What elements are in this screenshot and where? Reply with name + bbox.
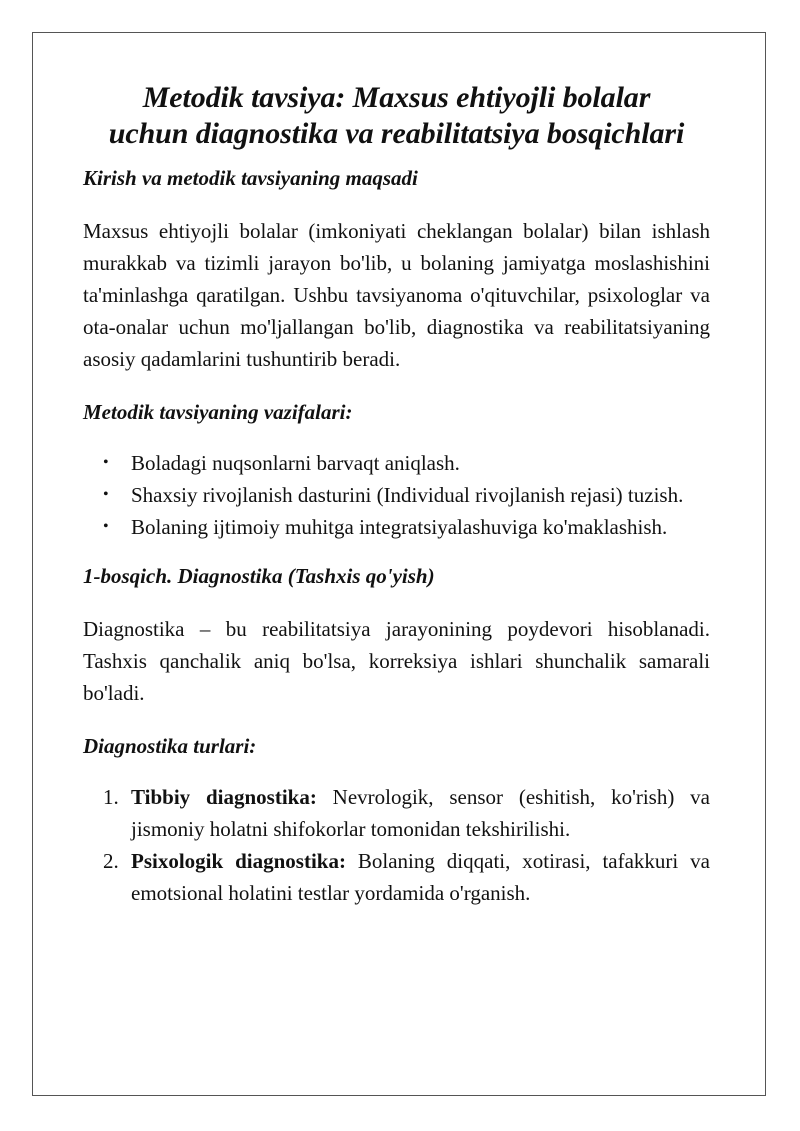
- list-item: [83, 511, 710, 543]
- list-item-text: Bolaning ijtimoiy muhitga integratsiyalashuviga ko'maklashish.: [131, 515, 668, 539]
- list-item: [83, 479, 710, 511]
- stage1-paragraph: Diagnostika – bu reabilitatsiya jarayonining poydevori hisoblanadi. Tashxis qanchalik aniq bo'lsa, korreksiya ishlari shunchalik samarali bo'ladi.: [83, 617, 710, 705]
- bullet-icon: •: [103, 518, 109, 535]
- stage1-heading: 1-bosqich. Diagnostika (Tashxis qo'yish): [83, 564, 435, 588]
- list-number: 2.: [103, 849, 119, 873]
- types-heading: Diagnostika turlari:: [83, 734, 257, 758]
- intro-heading: Kirish va metodik tavsiyaning maqsadi: [83, 166, 418, 190]
- list-item: [83, 447, 710, 479]
- title-line-1: Metodik tavsiya: Maxsus ehtiyojli bolalar: [142, 81, 651, 114]
- list-item-text: Shaxsiy rivojlanish dasturini (Individual rivojlanish rejasi) tuzish.: [131, 483, 684, 507]
- list-item: [83, 845, 710, 909]
- list-item-label: Psixologik diagnostika:: [131, 849, 346, 873]
- list-number: 1.: [103, 785, 119, 809]
- tasks-list: [83, 447, 710, 543]
- title-line-2: uchun diagnostika va reabilitatsiya bosqichlari: [108, 117, 685, 150]
- bullet-icon: •: [103, 454, 109, 471]
- intro-paragraph: Maxsus ehtiyojli bolalar (imkoniyati cheklangan bolalar) bilan ishlash murakkab va tizimli jarayon bo'lib, u bolaning jamiyatga moslashishini ta'minlashga qaratilgan. Ushbu tavsiyanoma o'qituvchilar, psixologlar va ota-onalar uchun mo'ljallangan bo'lib, diagnostika va reabilitatsiyaning asosiy qadamlarini tushuntirib beradi.: [83, 219, 710, 371]
- list-item-label: Tibbiy diagnostika:: [131, 785, 317, 809]
- tasks-heading: Metodik tavsiyaning vazifalari:: [83, 400, 353, 424]
- list-item-text: Bolaning diqqati, xotirasi, tafakkuri va emotsional holatini testlar yordamida o'rganish.: [131, 849, 710, 905]
- list-item-text: Boladagi nuqsonlarni barvaqt aniqlash.: [131, 451, 460, 475]
- document-content: [83, 80, 710, 909]
- list-item-text: Nevrologik, sensor (eshitish, ko'rish) va jismoniy holatni shifokorlar tomonidan tekshirilishi.: [131, 785, 710, 841]
- list-item: [83, 781, 710, 845]
- document-title: [83, 80, 710, 152]
- bullet-icon: •: [103, 486, 109, 503]
- types-list: [83, 781, 710, 909]
